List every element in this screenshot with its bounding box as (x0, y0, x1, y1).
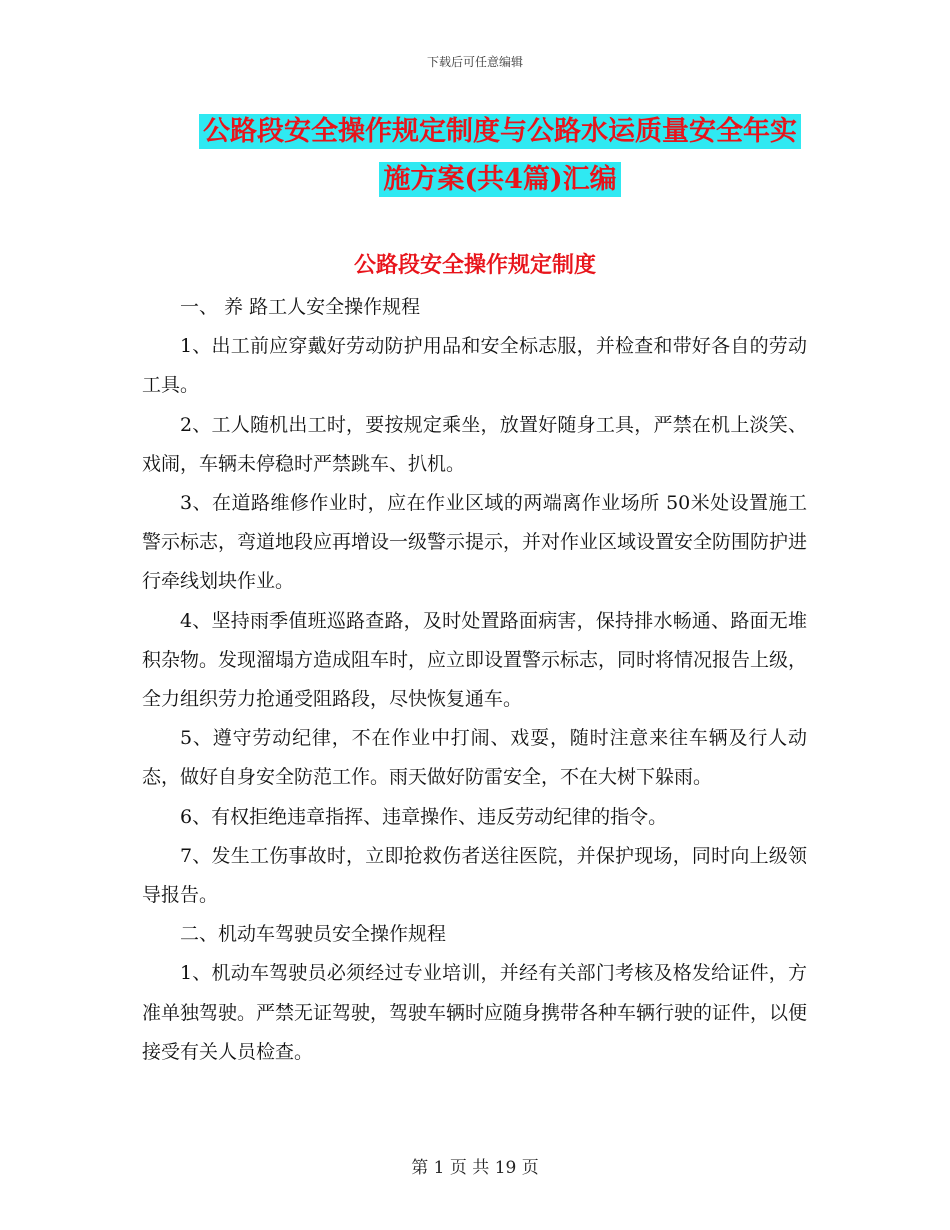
document-title (190, 108, 810, 204)
paragraph-driver-1: 1、机动车驾驶员必须经过专业培训，并经有关部门考核及格发给证件，方准单独驾驶。严禁无证驾驶，驾驶车辆时应随身携带各种车辆行驶的证件，以便接受有关人员检查。 (142, 962, 808, 1063)
paragraph-2: 2、工人随机出工时，要按规定乘坐，放置好随身工具，严禁在机上淡笑、戏闹，车辆未停稳时严禁跳车、扒机。 (142, 413, 807, 475)
paragraph-1: 1、出工前应穿戴好劳动防护用品和安全标志服，并检查和带好各自的劳动工具。 (142, 335, 807, 397)
heading-drivers: 二、机动车驾驶员安全操作规程 (180, 923, 447, 946)
document-body (142, 288, 807, 1072)
page-number: 第 1 页 共 19 页 (411, 1158, 539, 1178)
heading-road-workers: 一、 养 路工人安全操作规程 (180, 296, 421, 318)
page-header-note: 下载后可任意编辑 (426, 55, 523, 69)
paragraph-4: 4、坚持雨季值班巡路查路，及时处置路面病害，保持排水畅通、路面无堆积杂物。发现溜塌方造成阻车时，应立即设置警示标志，同时将情况报告上级，全力组织劳力抢通受阻路段，尽快恢复通车。 (142, 609, 808, 711)
paragraph-3: 3、在道路维修作业时，应在作业区域的两端离作业场所 50米处设置施工警示标志，弯道地段应再增设一级警示提示，并对作业区域设置安全防围防护进行牵线划块作业。 (142, 492, 808, 593)
paragraph-6: 6、有权拒绝违章指挥、违章操作、违反劳动纪律的指令。 (180, 805, 668, 828)
paragraph-7: 7、发生工伤事故时，立即抢救伤者送往医院，并保护现场，同时向上级领导报告。 (142, 844, 807, 907)
section-title: 公路段安全操作规定制度 (353, 252, 596, 278)
document-title-text: 公路段安全操作规定制度与公路水运质量安全年实施方案(共4篇)汇编 (199, 114, 801, 197)
paragraph-5: 5、遵守劳动纪律，不在作业中打闹、戏耍，随时注意来往车辆及行人动态，做好自身安全防范工作。雨天做好防雷安全，不在大树下躲雨。 (142, 727, 807, 789)
